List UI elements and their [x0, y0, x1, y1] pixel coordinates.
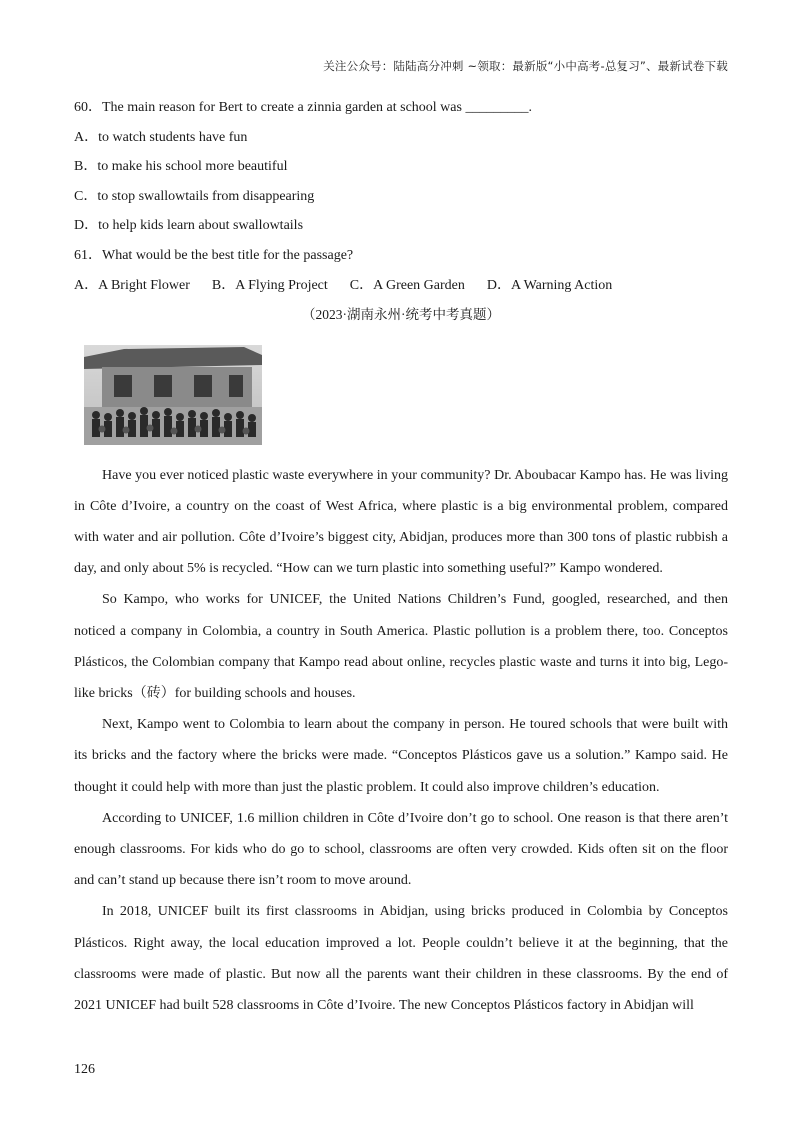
question-60-option-c: C．to stop swallowtails from disappearing: [74, 188, 315, 204]
question-61-option-a: A．A Bright Flower: [74, 277, 190, 293]
paragraph-4: According to UNICEF, 1.6 million children in Côte d’Ivoire don’t go to school. One reason is that there aren’t enough classrooms. For kids who do go to school, classrooms are often very crowded. Kids often sit on the floor and can’t stand up because there isn’t room to move around.: [74, 810, 728, 889]
passage-source: （2023·湖南永州·统考中考真题）: [302, 306, 500, 322]
paragraph-3: Next, Kampo went to Colombia to learn about the company in person. He toured schools that were built with its bricks and the factory where the bricks were made. “Conceptos Plásticos gave us a solution.” Kampo said. He thought it could help with more than just the plastic problem. It could also improve children’s education.: [74, 717, 728, 795]
question-61-option-c: C．A Green Garden: [349, 277, 465, 293]
question-60-option-d: D．to help kids learn about swallowtails: [74, 218, 304, 234]
paragraph-2: So Kampo, who works for UNICEF, the United Nations Children’s Fund, googled, researched, and then noticed a company in Colombia, a country in South America. Plastic pollution is a problem there, too. Conceptos Plásticos, the Colombian company that Kampo read about online, recycles plastic waste and turns it into big, Lego-like bricks（砖）for building schools and houses.: [74, 592, 728, 701]
paragraph-1: Have you ever noticed plastic waste everywhere in your community? Dr. Aboubacar Kampo has. He was living in Côte d’Ivoire, a country on the coast of West Africa, where plastic is a big environmental problem, compared with water and air pollution. Côte d’Ivoire’s biggest city, Abidjan, produces more than 300 tons of plastic rubbish a day, and only about 5% is recycled. “How can we turn plastic into something useful?” Kampo wondered.: [74, 467, 728, 577]
question-60-option-a: A．to watch students have fun: [74, 129, 248, 145]
question-61-option-b: B．A Flying Project: [211, 277, 328, 293]
header-note: 关注公众号：陆陆高分冲刺 ~领取：最新版“小中高考-总复习”、最新试卷下载: [323, 59, 728, 73]
paragraph-5: In 2018, UNICEF built its first classrooms in Abidjan, using bricks produced in Colombia by Conceptos Plásticos. Right away, the local education improved a lot. People couldn’t believe it at the beginning, that the classrooms were made of plastic. But now all the parents want their children in these classrooms. By the end of 2021 UNICEF had built 528 classrooms in Côte d’Ivoire. The new Conceptos Plásticos factory in Abidjan will: [74, 904, 728, 1014]
document-body: [74, 98, 728, 1021]
question-60-stem: 60．The main reason for Bert to create a zinnia garden at school was _________.: [74, 100, 532, 115]
question-60-option-b: B．to make his school more beautiful: [74, 159, 288, 175]
school-children-photo: [84, 345, 262, 445]
question-61-options: [74, 276, 728, 305]
question-61-option-d: D．A Warning Action: [486, 277, 613, 293]
question-61-stem: 61．What would be the best title for the passage?: [74, 247, 354, 263]
page-number: 126: [74, 1062, 95, 1077]
